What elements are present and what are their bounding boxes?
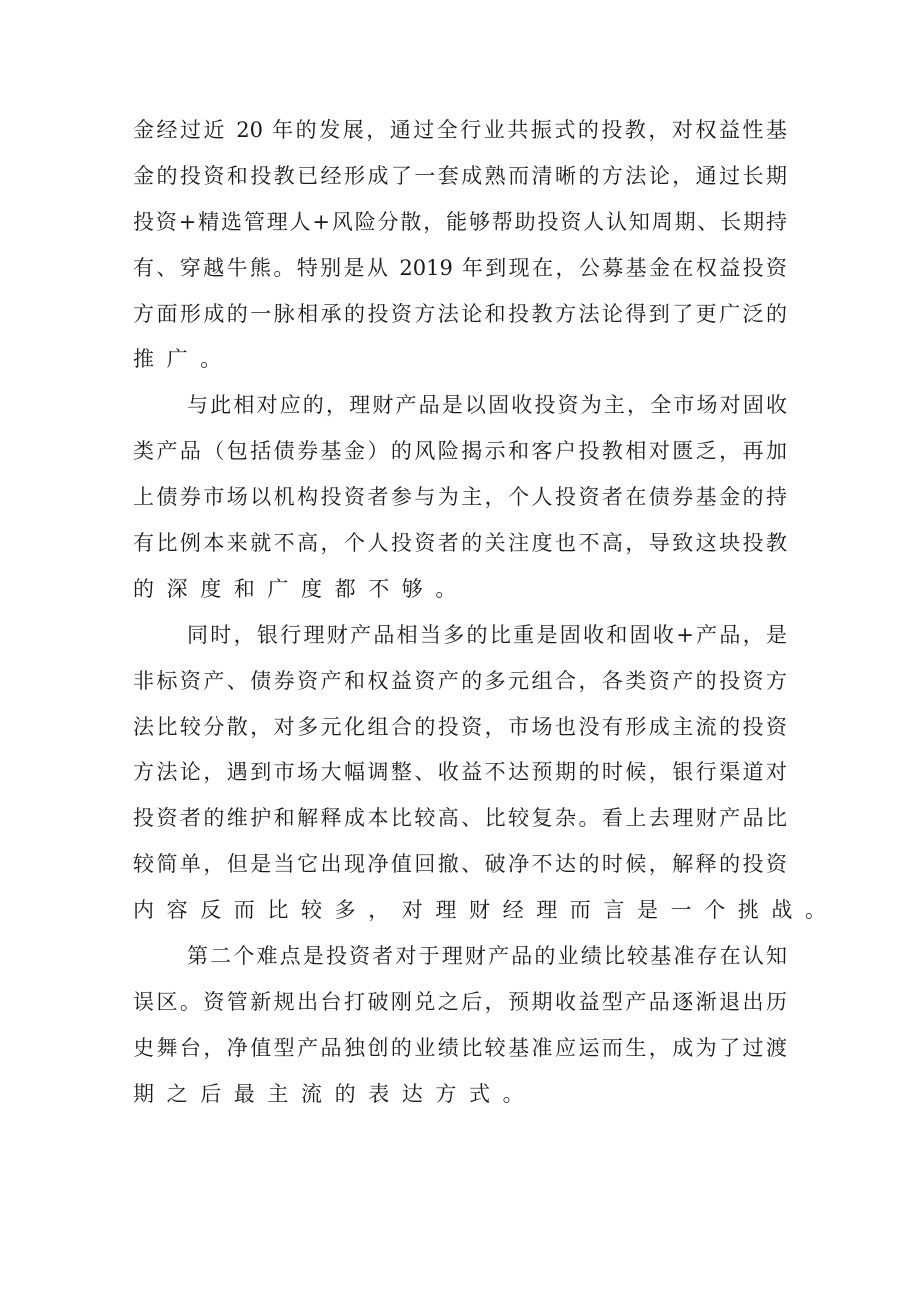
text-line: 的深度和广度都不够。 — [133, 576, 469, 601]
text-line: 误区。资管新规出台打破刚兑之后，预期收益型产品逐渐退出历 — [133, 989, 787, 1014]
text-line: 上债券市场以机构投资者参与为主，个人投资者在债券基金的持 — [133, 485, 787, 510]
text-line: 金经过近 20 年的发展，通过全行业共振式的投教，对权益性基 — [133, 118, 787, 142]
text-line: 金的投资和投教已经形成了一套成熟而清晰的方法论，通过长期 — [133, 163, 787, 188]
text-line: 投资+精选管理人+风险分散，能够帮助投资人认知周期、长期持 — [133, 209, 787, 234]
text-line: 有、穿越牛熊。特别是从 2019 年到现在，公募基金在权益投资 — [133, 255, 787, 280]
text-line: 与此相对应的，理财产品是以固收投资为主，全市场对固收 — [187, 393, 787, 418]
body-text — [133, 108, 839, 1118]
text-line: 非标资产、债券资产和权益资产的多元组合，各类资产的投资方 — [133, 668, 787, 693]
text-line: 较简单，但是当它出现净值回撤、破净不达的时候，解释的投资 — [133, 852, 787, 877]
paragraph-4 — [133, 934, 787, 1118]
text-line: 投资者的维护和解释成本比较高、比较复杂。看上去理财产品比 — [133, 806, 787, 831]
text-line: 方法论，遇到市场大幅调整、收益不达预期的时候，银行渠道对 — [133, 760, 787, 785]
text-line: 内容反而比较多，对理财经理而言是一个挑战。 — [133, 898, 839, 923]
text-line: 类产品（包括债券基金）的风险揭示和客户投教相对匮乏，再加 — [133, 439, 787, 464]
text-line: 史舞台，净值型产品独创的业绩比较基准应运而生，成为了过渡 — [133, 1035, 787, 1060]
text-line: 有比例本来就不高，个人投资者的关注度也不高，导致这块投教 — [133, 531, 787, 556]
paragraph-2 — [133, 383, 787, 612]
text-line: 第二个难点是投资者对于理财产品的业绩比较基准存在认知 — [187, 944, 787, 969]
text-line: 方面形成的一脉相承的投资方法论和投教方法论得到了更广泛的 — [133, 301, 787, 326]
text-line: 推广。 — [133, 347, 234, 372]
text-line: 期之后最主流的表达方式。 — [133, 1081, 537, 1106]
paragraph-1 — [133, 108, 787, 383]
text-line: 法比较分散，对多元化组合的投资，市场也没有形成主流的投资 — [133, 714, 787, 739]
paragraph-3 — [133, 613, 839, 934]
text-line: 同时，银行理财产品相当多的比重是固收和固收+产品，是 — [187, 622, 787, 647]
